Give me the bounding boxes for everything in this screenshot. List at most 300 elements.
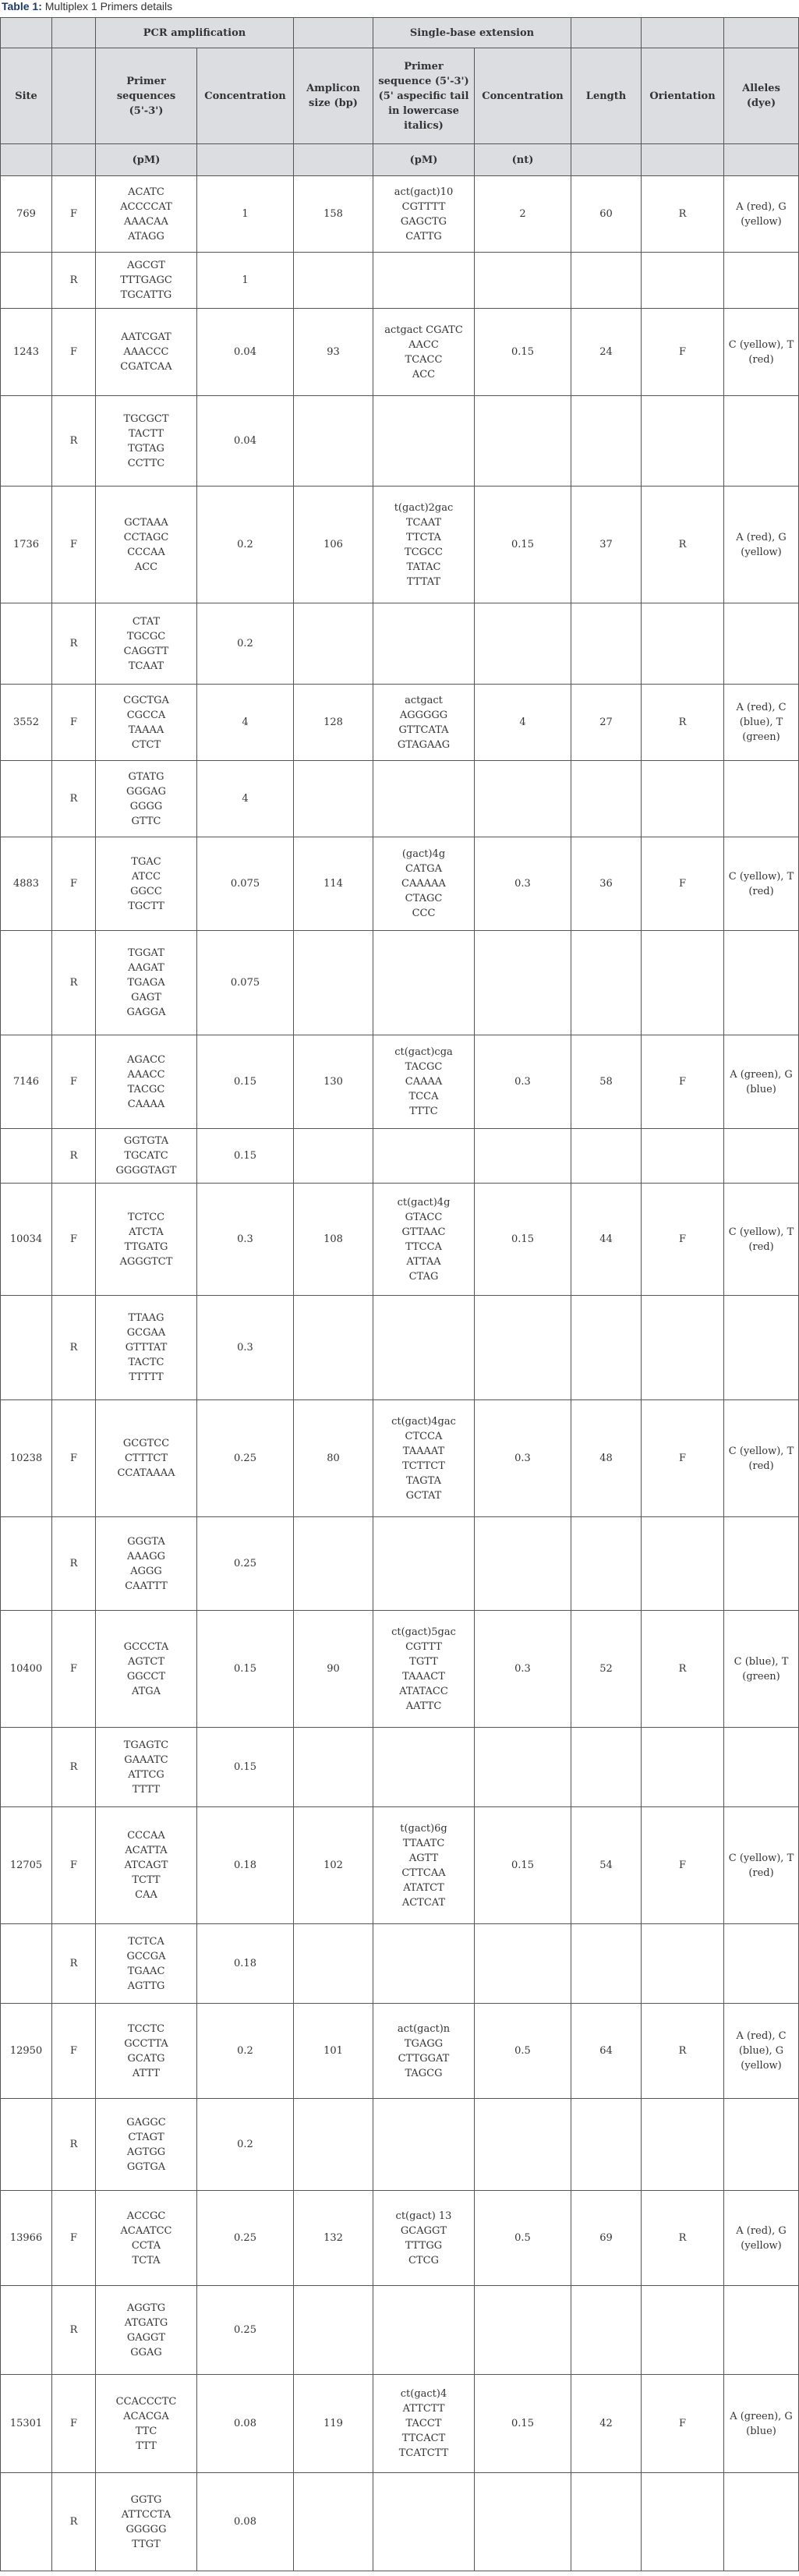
direction-cell: F [52, 1035, 96, 1129]
primer-sequence-cell [96, 1517, 197, 1611]
table-row [1, 1129, 799, 1184]
orientation-cell: F [642, 837, 724, 931]
header-sbe-group: Single-base extension [373, 18, 571, 48]
primer-sequence-cell [96, 1035, 197, 1129]
sequence-line: GGAG [130, 2346, 162, 2358]
amplicon-size-cell [294, 931, 373, 1035]
primers-table [0, 17, 799, 2571]
sequence-line: ATCAGT [124, 1859, 168, 1871]
concentration-cell: 0.2 [197, 603, 294, 685]
table-row [1, 1728, 799, 1807]
concentration-cell: 0.075 [197, 837, 294, 931]
sequence-line: ACTCAT [401, 1896, 446, 1909]
header-blank [294, 144, 373, 176]
sequence-line: GTAGAAG [397, 738, 451, 751]
sequence-line: AACC [408, 338, 439, 351]
sequence-line: TGGAT [128, 947, 164, 959]
concentration-cell: 0.15 [197, 1611, 294, 1728]
sbe-primer-cell [373, 1807, 475, 1924]
header-blank [294, 18, 373, 48]
alleles-cell [724, 2099, 799, 2191]
sbe-concentration-cell [475, 603, 571, 685]
amplicon-size-cell: 158 [294, 176, 373, 253]
amplicon-size-cell: 119 [294, 2375, 373, 2473]
site-cell: 7146 [1, 1035, 52, 1129]
sequence-line: AGTT [408, 1852, 439, 1864]
amplicon-size-cell [294, 761, 373, 837]
sequence-line: TGAGA [127, 977, 165, 989]
concentration-cell: 0.18 [197, 1924, 294, 2004]
direction-cell: R [52, 1517, 96, 1611]
site-cell: 12705 [1, 1807, 52, 1924]
site-cell [1, 1728, 52, 1807]
sequence-line: TCATCTT [398, 2447, 449, 2459]
sequence-line: CATTG [405, 230, 442, 242]
sbe-concentration-cell [475, 1728, 571, 1807]
orientation-cell: R [642, 2004, 724, 2099]
table-row [1, 685, 799, 761]
header-primer-seq: Primer sequences (5'-3') [96, 48, 197, 144]
sequence-line: actgact [405, 694, 443, 706]
orientation-cell [642, 1924, 724, 2004]
site-cell [1, 1924, 52, 2004]
alleles-cell [724, 1296, 799, 1400]
sequence-line: act(gact)10 [394, 186, 454, 198]
length-cell [571, 603, 642, 685]
table-row [1, 1517, 799, 1611]
direction-cell: F [52, 1611, 96, 1728]
length-cell: 52 [571, 1611, 642, 1728]
concentration-cell: 0.25 [197, 1400, 294, 1517]
sequence-line: TCACC [405, 353, 443, 366]
sequence-line: CAAAA [127, 1098, 165, 1110]
table-row [1, 2004, 799, 2099]
concentration-cell: 0.08 [197, 2473, 294, 2571]
sbe-concentration-cell [475, 931, 571, 1035]
amplicon-size-cell [294, 253, 373, 309]
concentration-cell: 4 [197, 761, 294, 837]
amplicon-size-cell: 108 [294, 1184, 373, 1296]
sequence-line: CATGA [405, 863, 443, 875]
orientation-cell: R [642, 2191, 724, 2286]
primer-sequence-cell [96, 2375, 197, 2473]
orientation-cell: F [642, 2375, 724, 2473]
sequence-line: CGTTTT [401, 200, 446, 213]
sequence-line: AGGG [130, 1565, 162, 1577]
sequence-line: CCTA [131, 2239, 161, 2252]
sequence-line: TTTGG [405, 2239, 443, 2252]
sequence-line: TAAACT [402, 1670, 445, 1683]
amplicon-size-cell: 93 [294, 309, 373, 396]
site-cell [1, 253, 52, 309]
length-cell: 60 [571, 176, 642, 253]
primer-sequence-cell [96, 253, 197, 309]
direction-cell: F [52, 1807, 96, 1924]
sequence-line: CCATAAAA [117, 1467, 175, 1479]
header-blank [724, 144, 799, 176]
sequence-line: ct(gact)4g [397, 1196, 451, 1208]
sequence-line: ct(gact)4gac [391, 1415, 456, 1428]
length-cell [571, 1924, 642, 2004]
sbe-primer-cell [373, 761, 475, 837]
direction-cell: F [52, 176, 96, 253]
sequence-line: AATTC [405, 1700, 442, 1712]
alleles-cell [724, 253, 799, 309]
length-cell: 48 [571, 1400, 642, 1517]
sequence-line: act(gact)n [397, 2022, 451, 2035]
sbe-concentration-cell: 0.3 [475, 1611, 571, 1728]
header-blank [1, 18, 52, 48]
header-blank [571, 18, 642, 48]
alleles-cell: A (red), C (blue), T (green) [724, 685, 799, 761]
table-row [1, 1035, 799, 1129]
sequence-line: TGCTT [128, 900, 164, 912]
primer-sequence-cell [96, 1924, 197, 2004]
sequence-line: TACTT [129, 427, 164, 440]
direction-cell: R [52, 396, 96, 487]
sequence-line: GCCTTA [124, 2037, 168, 2050]
sequence-line: AAACCC [123, 346, 169, 358]
sequence-line: TCCA [408, 1091, 439, 1102]
primer-sequence-cell [96, 1129, 197, 1184]
sequence-line: CTCT [131, 738, 161, 751]
site-cell [1, 1517, 52, 1611]
site-cell: 12950 [1, 2004, 52, 2099]
primer-sequence-cell [96, 685, 197, 761]
length-cell [571, 2473, 642, 2571]
site-cell [1, 396, 52, 487]
sequence-line: TGCATC [124, 1150, 168, 1162]
caption-label: Table 1: [2, 0, 42, 12]
sequence-line: CCC [412, 908, 436, 919]
sbe-primer-cell [373, 1611, 475, 1728]
amplicon-size-cell [294, 2099, 373, 2191]
sequence-line: TTCTA [406, 531, 441, 543]
sbe-concentration-cell: 0.15 [475, 309, 571, 396]
site-cell [1, 2099, 52, 2191]
site-cell: 1736 [1, 487, 52, 603]
concentration-cell: 0.2 [197, 2004, 294, 2099]
sbe-primer-cell [373, 2375, 475, 2473]
direction-cell: R [52, 2099, 96, 2191]
sequence-line: GGTG [130, 2493, 162, 2506]
header-unit-nt: (nt) [475, 144, 571, 176]
primer-sequence-cell [96, 1296, 197, 1400]
sequence-line: ATGATG [124, 2316, 168, 2329]
sequence-line: TTCCA [405, 1240, 442, 1253]
table-row [1, 2473, 799, 2571]
amplicon-size-cell: 80 [294, 1400, 373, 1517]
sbe-primer-cell [373, 1035, 475, 1129]
table-row [1, 1611, 799, 1728]
alleles-cell: C (yellow), T (red) [724, 1807, 799, 1924]
direction-cell: R [52, 2473, 96, 2571]
alleles-cell: A (green), G (blue) [724, 2375, 799, 2473]
sequence-line: (gact)4g [401, 848, 446, 860]
caption-title: Multiplex 1 Primers details [44, 0, 173, 12]
sequence-line: CTAGC [405, 893, 443, 904]
orientation-cell: F [642, 1400, 724, 1517]
sbe-primer-cell [373, 1296, 475, 1400]
alleles-cell: C (yellow), T (red) [724, 1184, 799, 1296]
orientation-cell [642, 1296, 724, 1400]
sequence-line: ACACGA [123, 2410, 169, 2422]
sequence-line: CTTTCT [124, 1453, 168, 1464]
sequence-line: ATTT [132, 2067, 161, 2079]
primer-sequence-cell [96, 2473, 197, 2571]
amplicon-size-cell: 114 [294, 837, 373, 931]
direction-cell: R [52, 1129, 96, 1184]
sbe-concentration-cell [475, 2099, 571, 2191]
sequence-line: TGAGTC [123, 1739, 169, 1751]
header-unit-sbe: (pM) [373, 144, 475, 176]
table-row [1, 837, 799, 931]
amplicon-size-cell [294, 1517, 373, 1611]
sbe-concentration-cell: 0.5 [475, 2004, 571, 2099]
sbe-concentration-cell [475, 1924, 571, 2004]
length-cell [571, 2286, 642, 2375]
length-cell [571, 2099, 642, 2191]
table-row [1, 931, 799, 1035]
sbe-primer-cell [373, 1728, 475, 1807]
primer-sequence-cell [96, 2286, 197, 2375]
sequence-line: t(gact)6g [400, 1822, 447, 1835]
sequence-line: CAAAA [405, 1076, 443, 1088]
sequence-line: GCGTCC [122, 1438, 170, 1449]
sequence-line: GAGGT [126, 2331, 166, 2344]
header-alleles: Alleles (dye) [724, 48, 799, 144]
sequence-line: TTAAG [128, 1312, 164, 1324]
primer-sequence-cell [96, 309, 197, 396]
concentration-cell: 0.04 [197, 396, 294, 487]
sbe-primer-cell [373, 837, 475, 931]
sequence-line: t(gact)2gac [394, 501, 454, 514]
sequence-line: TACTC [128, 1357, 164, 1368]
orientation-cell [642, 1129, 724, 1184]
direction-cell: R [52, 761, 96, 837]
direction-cell: F [52, 1400, 96, 1517]
amplicon-size-cell [294, 1129, 373, 1184]
sequence-line: TATAC [406, 561, 441, 573]
sbe-concentration-cell: 0.15 [475, 1184, 571, 1296]
sequence-line: ACCCCAT [120, 200, 172, 213]
sequence-line: CTAGT [128, 2131, 164, 2143]
table-row [1, 2099, 799, 2191]
sequence-line: GCGAA [126, 1327, 166, 1339]
concentration-cell: 0.3 [197, 1296, 294, 1400]
sequence-line: CCCAA [127, 1830, 165, 1842]
header-blank [724, 18, 799, 48]
length-cell [571, 1728, 642, 1807]
sbe-primer-cell [373, 931, 475, 1035]
sequence-line: GTTTAT [125, 1342, 168, 1353]
primer-sequence-cell [96, 2191, 197, 2286]
site-cell [1, 603, 52, 685]
primer-sequence-cell [96, 837, 197, 931]
site-cell: 10238 [1, 1400, 52, 1517]
length-cell: 58 [571, 1035, 642, 1129]
sbe-primer-cell [373, 1184, 475, 1296]
sequence-line: CAA [135, 1889, 157, 1901]
concentration-cell: 0.25 [197, 2286, 294, 2375]
alleles-cell: A (red), G (yellow) [724, 487, 799, 603]
length-cell: 64 [571, 2004, 642, 2099]
orientation-cell: R [642, 487, 724, 603]
sequence-line: CAATTT [125, 1580, 168, 1592]
sequence-line: TCTCC [127, 1211, 165, 1223]
direction-cell: F [52, 837, 96, 931]
sequence-line: ATAGG [128, 230, 164, 242]
table-row [1, 761, 799, 837]
sequence-line: TCAAT [405, 516, 442, 529]
sequence-line: AAGAT [128, 962, 164, 974]
sequence-line: GTTCATA [398, 724, 449, 736]
sequence-line: GAGGA [126, 1007, 166, 1018]
length-cell [571, 396, 642, 487]
orientation-cell [642, 1517, 724, 1611]
length-cell: 27 [571, 685, 642, 761]
header-blank [52, 18, 96, 48]
table-body [1, 176, 799, 2571]
sequence-line: GGTGA [126, 2160, 166, 2173]
orientation-cell: R [642, 176, 724, 253]
sequence-line: TCTTCT [402, 1460, 445, 1472]
sequence-line: AGGGTCT [119, 1255, 173, 1268]
concentration-cell: 4 [197, 685, 294, 761]
sequence-line: GCTAT [405, 1489, 442, 1502]
sequence-line: AGGTG [126, 2302, 166, 2314]
sequence-line: CTCCA [405, 1430, 443, 1442]
header-sbe-primer: Primer sequence (5'-3') (5' aspecific tail in lowercase italics) [373, 48, 475, 144]
header-blank [197, 144, 294, 176]
table-row [1, 2375, 799, 2473]
orientation-cell [642, 2473, 724, 2571]
header-amplicon: Amplicon size (bp) [294, 48, 373, 144]
sequence-line: ACCGC [126, 2210, 166, 2222]
sbe-concentration-cell [475, 1129, 571, 1184]
direction-cell: F [52, 487, 96, 603]
orientation-cell: F [642, 1184, 724, 1296]
orientation-cell: F [642, 1807, 724, 1924]
orientation-cell [642, 761, 724, 837]
table-row [1, 2191, 799, 2286]
sbe-concentration-cell: 0.5 [475, 2191, 571, 2286]
alleles-cell: A (red), C (blue), G (yellow) [724, 2004, 799, 2099]
table-row [1, 1924, 799, 2004]
site-cell: 10034 [1, 1184, 52, 1296]
alleles-cell: A (red), G (yellow) [724, 176, 799, 253]
sequence-line: CGCTGA [123, 694, 169, 706]
alleles-cell [724, 1517, 799, 1611]
sequence-line: GTTAAC [401, 1226, 446, 1238]
sbe-primer-cell [373, 685, 475, 761]
site-cell [1, 761, 52, 837]
sequence-line: AATCGAT [121, 331, 171, 343]
sbe-concentration-cell: 0.3 [475, 1400, 571, 1517]
table-row [1, 1400, 799, 1517]
sequence-line: CTCG [408, 2254, 439, 2266]
table-row [1, 603, 799, 685]
alleles-cell [724, 2286, 799, 2375]
table-caption [0, 0, 799, 17]
sbe-primer-cell [373, 487, 475, 603]
table-row [1, 2286, 799, 2375]
orientation-cell [642, 2099, 724, 2191]
sequence-line: ct(gact)cga [394, 1046, 453, 1058]
length-cell: 37 [571, 487, 642, 603]
sequence-line: GCAGGT [400, 2224, 447, 2237]
header-concentration: Concentration [197, 48, 294, 144]
primer-sequence-cell [96, 761, 197, 837]
alleles-cell [724, 1924, 799, 2004]
sbe-concentration-cell [475, 1296, 571, 1400]
primer-sequence-cell [96, 396, 197, 487]
amplicon-size-cell: 128 [294, 685, 373, 761]
amplicon-size-cell [294, 2286, 373, 2375]
amplicon-size-cell [294, 1924, 373, 2004]
length-cell [571, 1296, 642, 1400]
sequence-line: GGGTA [127, 1535, 165, 1548]
sbe-concentration-cell [475, 2473, 571, 2571]
sequence-line: ACC [412, 368, 436, 380]
sequence-line: TGCATTG [120, 289, 172, 301]
orientation-cell [642, 603, 724, 685]
sequence-line: ct(gact) 13 [395, 2210, 452, 2222]
sequence-line: AAACC [127, 1068, 165, 1081]
sequence-line: AGCGT [127, 260, 165, 271]
orientation-cell: F [642, 309, 724, 396]
site-cell [1, 1296, 52, 1400]
sbe-concentration-cell: 0.3 [475, 1035, 571, 1129]
sbe-concentration-cell: 0.3 [475, 837, 571, 931]
sequence-line: TTGT [132, 2538, 161, 2550]
table-row [1, 1807, 799, 1924]
sbe-primer-cell [373, 2099, 475, 2191]
sequence-line: TACGC [127, 1083, 165, 1095]
primer-sequence-cell [96, 931, 197, 1035]
primer-sequence-cell [96, 2004, 197, 2099]
sequence-line: TGCGC [126, 630, 166, 642]
direction-cell: F [52, 2375, 96, 2473]
header-pcr-group: PCR amplification [96, 18, 294, 48]
sbe-primer-cell [373, 2191, 475, 2286]
sequence-line: TTGATG [124, 1240, 168, 1253]
primer-sequence-cell [96, 176, 197, 253]
orientation-cell: R [642, 1611, 724, 1728]
alleles-cell [724, 603, 799, 685]
header-orientation: Orientation [642, 48, 724, 144]
sequence-line: TCTT [132, 1874, 161, 1886]
sequence-line: ATTCG [128, 1768, 164, 1781]
sequence-line: GTTC [131, 815, 161, 827]
sequence-line: TTTC [409, 1106, 438, 1117]
header-site: Site [1, 48, 52, 144]
sequence-line: CTTGGAT [398, 2052, 450, 2065]
sequence-line: ATTCTT [402, 2403, 445, 2415]
amplicon-size-cell: 102 [294, 1807, 373, 1924]
amplicon-size-cell: 132 [294, 2191, 373, 2286]
amplicon-size-cell: 90 [294, 1611, 373, 1728]
sequence-line: GGGAG [126, 785, 166, 798]
table-row [1, 396, 799, 487]
sequence-line: TGTAG [128, 442, 164, 455]
sequence-line: GCATG [127, 2052, 165, 2065]
alleles-cell: C (yellow), T (red) [724, 1400, 799, 1517]
sequence-line: TAAAA [128, 724, 164, 736]
primer-sequence-cell [96, 487, 197, 603]
sequence-line: AAAGG [127, 1550, 165, 1562]
length-cell: 36 [571, 837, 642, 931]
